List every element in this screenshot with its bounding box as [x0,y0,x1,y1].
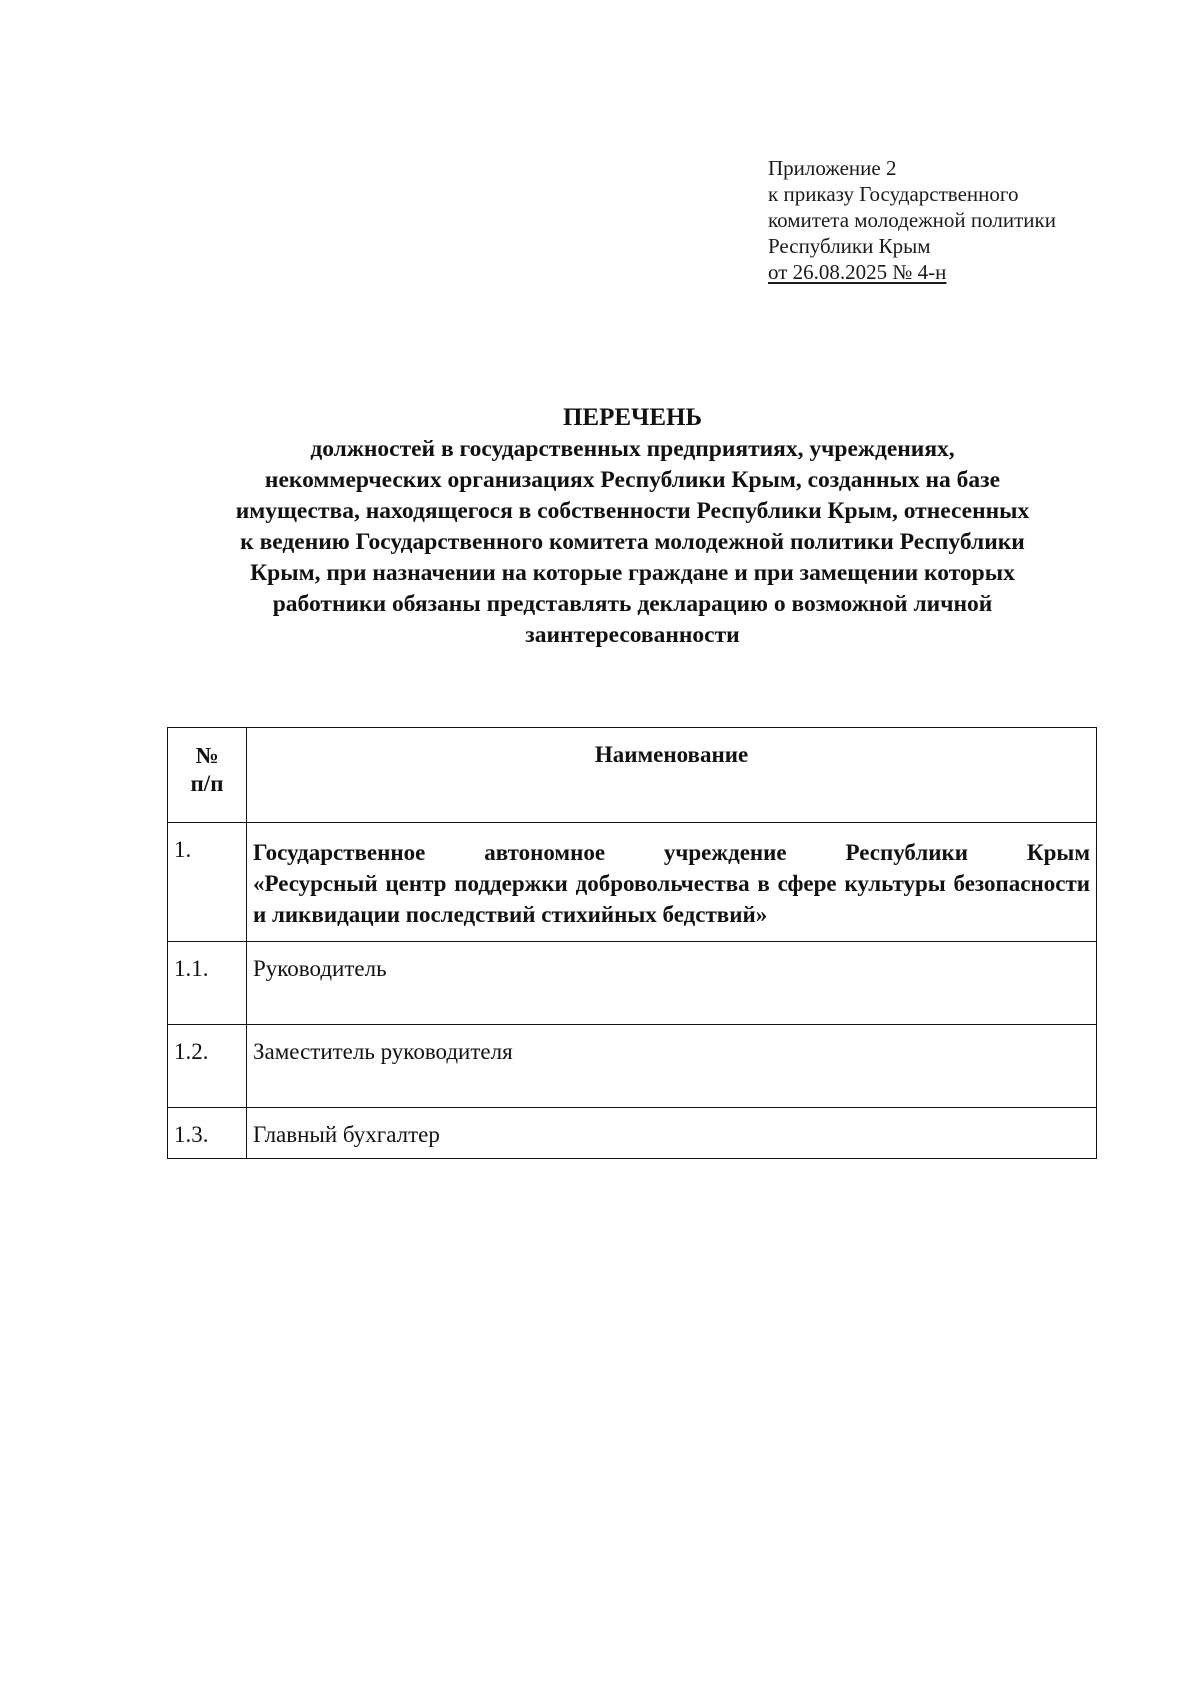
table-header-row [168,728,1097,823]
appendix-line: к приказу Государственного [768,182,1019,206]
heading-line: должностей в государственных предприятиях, учреждениях, [310,436,955,462]
row-number: 1.2. [168,1025,247,1108]
row-name-first-line: Государственное автономное учреждение Республики Крым [253,840,1090,865]
header-name-cell: Наименование [247,728,1097,823]
header-number-abbr: п/п [190,771,224,796]
row-name: Главный бухгалтер [247,1108,1097,1159]
document-heading [160,402,1105,651]
row-number: 1. [168,823,247,942]
table-row [168,1108,1097,1159]
heading-line: некоммерческих организациях Республики Крым, созданных на базе [264,467,1001,493]
positions-table [167,727,1097,1159]
row-number: 1.3. [168,1108,247,1159]
header-number-cell [168,728,247,823]
table-row [168,823,1097,942]
table-row [168,942,1097,1025]
row-name [247,823,1097,942]
appendix-line: комитета молодежной политики [768,208,1056,232]
order-reference: от 26.08.2025 № 4-н [768,260,947,284]
document-title: ПЕРЕЧЕНЬ [562,404,703,431]
row-name: Руководитель [247,942,1097,1025]
row-name-rest: «Ресурсный центр поддержки добровольчества в сфере культуры безопасности и ликвидации последствий стихийных бедствий» [253,871,1090,927]
table-row [168,1025,1097,1108]
heading-line: имущества, находящегося в собственности Республики Крым, отнесенных [235,498,1030,524]
appendix-note [768,155,1056,285]
heading-line: работники обязаны представлять декларацию о возможной личной [272,591,993,617]
heading-line: к ведению Государственного комитета молодежной политики Республики [240,529,1025,555]
heading-line: Крым, при назначении на которые граждане и при замещении которых [250,560,1015,586]
row-number: 1.1. [168,942,247,1025]
heading-line: заинтересованности [525,622,740,648]
row-name: Заместитель руководителя [247,1025,1097,1108]
appendix-line: Приложение 2 [768,156,897,180]
appendix-line: Республики Крым [768,234,931,258]
header-number-symbol: № [195,743,219,768]
